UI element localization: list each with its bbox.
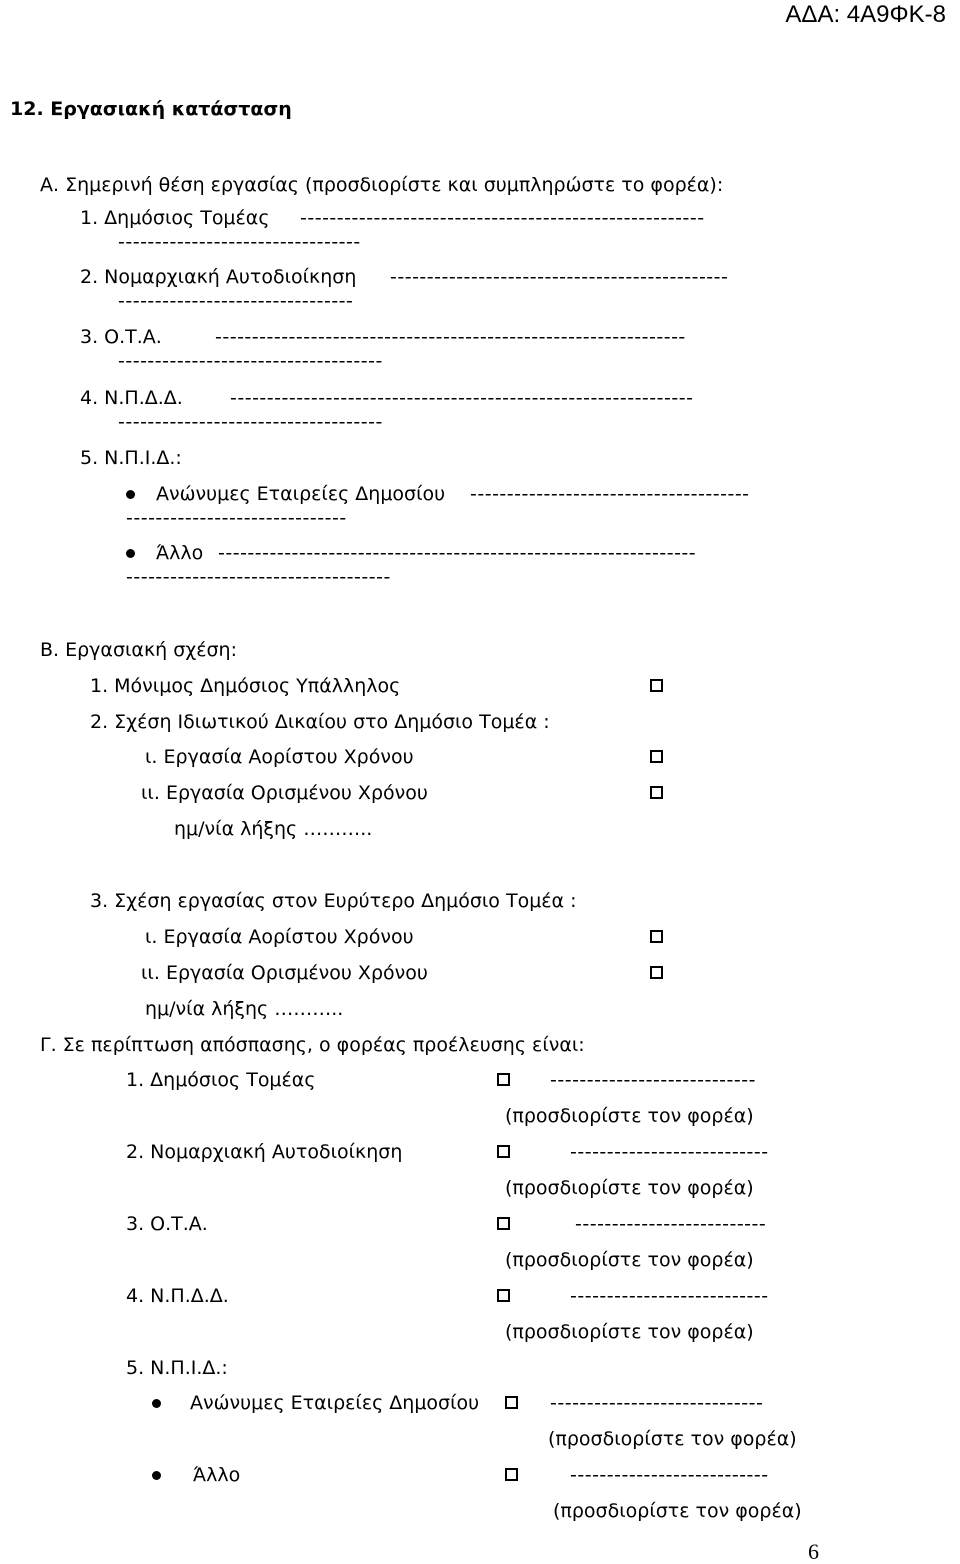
bullet-icon bbox=[152, 1471, 161, 1480]
g-sub-2-note: (προσδιορίστε τον φορέα) bbox=[553, 1500, 802, 1522]
b-item-1-label: 1. Μόνιμος Δημόσιος Υπάλληλος bbox=[90, 675, 401, 697]
g-sub-2-fill-line[interactable]: --------------------------- bbox=[570, 1464, 769, 1486]
g-item-2-label: 2. Νομαρχιακή Αυτοδιοίκηση bbox=[126, 1141, 403, 1163]
a-item-3-fill-line[interactable]: ---------------------------------------------------------------- bbox=[215, 326, 686, 348]
a-item-2-label: 2. Νομαρχιακή Αυτοδιοίκηση bbox=[80, 266, 357, 288]
g-other-checkbox[interactable] bbox=[505, 1468, 518, 1481]
a-sub-2-fill-line-cont[interactable]: ------------------------------------ bbox=[126, 566, 391, 588]
g-item-4-note: (προσδιορίστε τον φορέα) bbox=[505, 1321, 754, 1343]
bullet-icon bbox=[126, 549, 135, 558]
b-item-2-ii-label: ιι. Εργασία Ορισμένου Χρόνου bbox=[141, 782, 428, 804]
g-sub-1-label: Ανώνυμες Εταιρείες Δημοσίου bbox=[190, 1392, 480, 1414]
g-item-4-label: 4. Ν.Π.Δ.Δ. bbox=[126, 1285, 229, 1307]
bullet-icon bbox=[152, 1399, 161, 1408]
a-sub-2-fill-line[interactable]: ----------------------------------------------------------------- bbox=[218, 542, 697, 564]
section-title: 12. Εργασιακή κατάσταση bbox=[10, 98, 292, 120]
section-g-heading: Γ. Σε περίπτωση απόσπασης, ο φορέας προέλευσης είναι: bbox=[40, 1034, 585, 1056]
g-prefectural-authority-checkbox[interactable] bbox=[497, 1145, 510, 1158]
g-item-5-label: 5. Ν.Π.Ι.Δ.: bbox=[126, 1357, 228, 1379]
g-sub-2-label: Άλλο bbox=[193, 1464, 241, 1486]
a-sub-1-fill-line-cont[interactable]: ------------------------------ bbox=[126, 507, 347, 529]
g-item-3-fill-line[interactable]: -------------------------- bbox=[575, 1213, 767, 1235]
a-item-3-label: 3. Ο.Τ.Α. bbox=[80, 326, 162, 348]
bullet-icon bbox=[126, 490, 135, 499]
a-item-4-label: 4. Ν.Π.Δ.Δ. bbox=[80, 387, 183, 409]
g-sub-1-fill-line[interactable]: ----------------------------- bbox=[550, 1392, 764, 1414]
a-item-1-fill-line-cont[interactable]: --------------------------------- bbox=[118, 231, 361, 253]
a-item-2-fill-line[interactable]: ---------------------------------------------- bbox=[390, 266, 729, 288]
a-sub-1-label: Ανώνυμες Εταιρείες Δημοσίου bbox=[156, 483, 446, 505]
a-item-2-fill-line-cont[interactable]: -------------------------------- bbox=[118, 290, 354, 312]
g-item-2-note: (προσδιορίστε τον φορέα) bbox=[505, 1177, 754, 1199]
a-item-3-fill-line-cont[interactable]: ------------------------------------ bbox=[118, 350, 383, 372]
g-npdd-checkbox[interactable] bbox=[497, 1289, 510, 1302]
b-item-3-ii-label: ιι. Εργασία Ορισμένου Χρόνου bbox=[141, 962, 428, 984]
b-item-2-i-label: ι. Εργασία Αορίστου Χρόνου bbox=[145, 746, 414, 768]
b-item-2-label: 2. Σχέση Ιδιωτικού Δικαίου στο Δημόσιο Τομέα : bbox=[90, 711, 550, 733]
ada-code: ΑΔΑ: 4Α9ΦΚ-8 bbox=[785, 1, 946, 28]
b2-indefinite-term-checkbox[interactable] bbox=[650, 750, 663, 763]
b-item-3-end-date[interactable]: ημ/νία λήξης ……….. bbox=[145, 998, 344, 1020]
g-item-2-fill-line[interactable]: --------------------------- bbox=[570, 1141, 769, 1163]
g-item-4-fill-line[interactable]: --------------------------- bbox=[570, 1285, 769, 1307]
a-item-1-fill-line[interactable]: ------------------------------------------------------- bbox=[300, 207, 705, 229]
b-item-3-label: 3. Σχέση εργασίας στον Ευρύτερο Δημόσιο Τομέα : bbox=[90, 890, 577, 912]
b2-fixed-term-checkbox[interactable] bbox=[650, 786, 663, 799]
a-sub-2-label: Άλλο bbox=[156, 542, 204, 564]
g-item-1-note: (προσδιορίστε τον φορέα) bbox=[505, 1105, 754, 1127]
b-item-2-end-date[interactable]: ημ/νία λήξης ……….. bbox=[174, 818, 373, 840]
section-a-heading: Α. Σημερινή θέση εργασίας (προσδιορίστε και συμπληρώστε το φορέα): bbox=[40, 174, 724, 196]
b3-fixed-term-checkbox[interactable] bbox=[650, 966, 663, 979]
page-number: 6 bbox=[808, 1539, 819, 1564]
g-item-3-label: 3. Ο.Τ.Α. bbox=[126, 1213, 208, 1235]
g-item-3-note: (προσδιορίστε τον φορέα) bbox=[505, 1249, 754, 1271]
g-item-1-fill-line[interactable]: ---------------------------- bbox=[550, 1069, 756, 1091]
g-item-1-label: 1. Δημόσιος Τομέας bbox=[126, 1069, 316, 1091]
a-item-4-fill-line-cont[interactable]: ------------------------------------ bbox=[118, 411, 383, 433]
a-item-4-fill-line[interactable]: --------------------------------------------------------------- bbox=[230, 387, 694, 409]
g-public-corporations-checkbox[interactable] bbox=[505, 1396, 518, 1409]
a-item-5-label: 5. Ν.Π.Ι.Δ.: bbox=[80, 447, 182, 469]
a-item-1-label: 1. Δημόσιος Τομέας bbox=[80, 207, 270, 229]
g-public-sector-checkbox[interactable] bbox=[497, 1073, 510, 1086]
section-b-heading: Β. Εργασιακή σχέση: bbox=[40, 639, 237, 661]
a-sub-1-fill-line[interactable]: -------------------------------------- bbox=[470, 483, 750, 505]
g-sub-1-note: (προσδιορίστε τον φορέα) bbox=[548, 1428, 797, 1450]
permanent-civil-servant-checkbox[interactable] bbox=[650, 679, 663, 692]
b-item-3-i-label: ι. Εργασία Αορίστου Χρόνου bbox=[145, 926, 414, 948]
b3-indefinite-term-checkbox[interactable] bbox=[650, 930, 663, 943]
g-ota-checkbox[interactable] bbox=[497, 1217, 510, 1230]
